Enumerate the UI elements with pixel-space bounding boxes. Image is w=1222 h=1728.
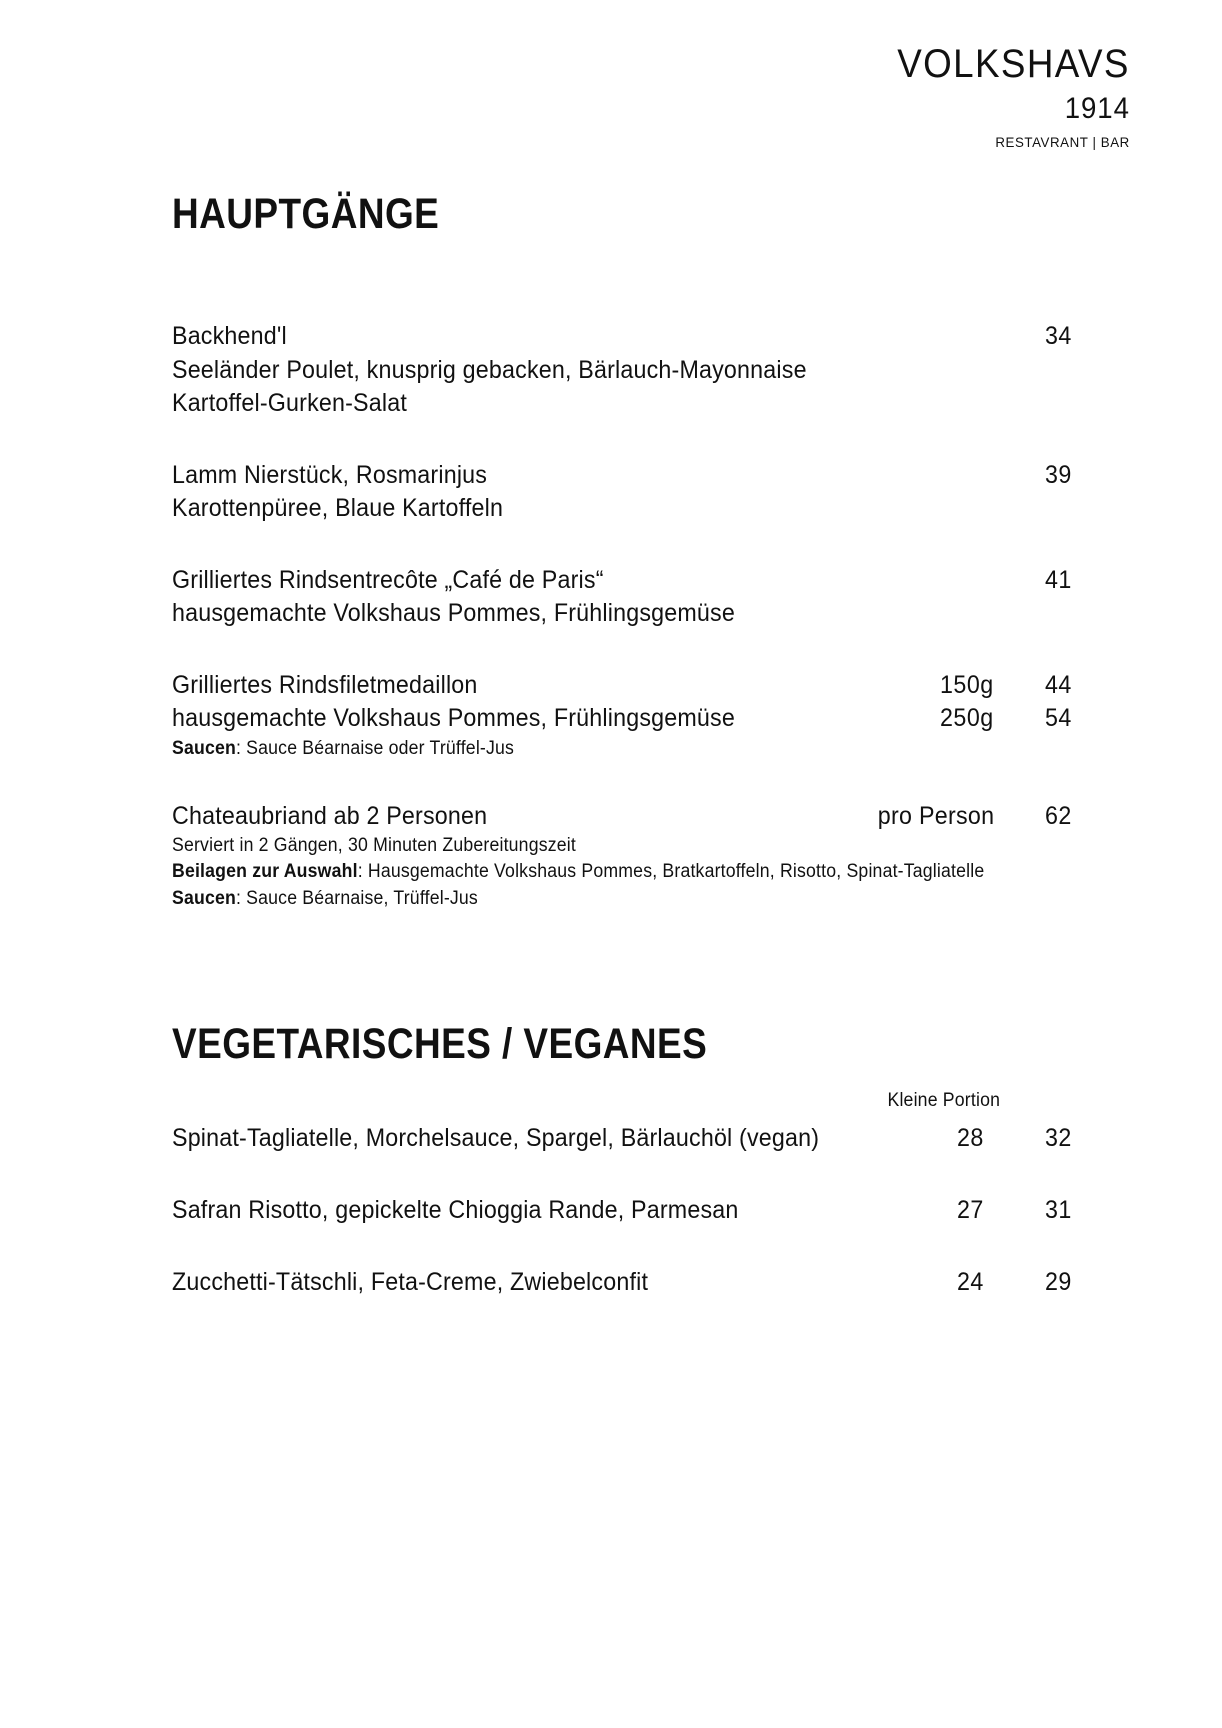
item-name: Safran Risotto, gepickelte Chioggia Rande, Parmesan (172, 1196, 739, 1224)
item-price: 29 (1045, 1268, 1072, 1296)
item-note-text: : Sauce Béarnaise, Trüffel-Jus (235, 887, 478, 909)
menu-item (172, 669, 1072, 762)
menu-item (172, 1268, 1072, 1340)
item-note-label: Saucen (172, 887, 236, 909)
menu-item (172, 320, 1072, 421)
item-portion-size: 250g (940, 704, 994, 732)
logo-subtitle: RESTAVRANT | BAR (995, 134, 1130, 150)
item-price-small: 28 (957, 1124, 984, 1152)
menu-item (172, 800, 1072, 912)
small-portion-label: Kleine Portion (887, 1090, 1000, 1111)
menu-item (172, 1124, 1072, 1196)
item-price: 41 (1045, 565, 1072, 594)
item-price: 54 (1045, 704, 1072, 732)
restaurant-logo (877, 44, 1130, 149)
item-price: 62 (1045, 801, 1072, 830)
item-price-small: 24 (957, 1268, 984, 1296)
item-note-text: : Hausgemachte Volkshaus Pommes, Bratkartoffeln, Risotto, Spinat-Tagliatelle (357, 861, 985, 883)
logo-name: VOLKSHAVS (897, 42, 1130, 86)
item-note-label: Saucen (172, 737, 236, 759)
item-name: Grilliertes Rindsentrecôte „Café de Paris“ (172, 565, 604, 594)
item-description: hausgemachte Volkshaus Pommes, Frühlingsgemüse (172, 704, 735, 732)
item-description: hausgemachte Volkshaus Pommes, Frühlingsgemüse (172, 599, 735, 627)
item-price-small: 27 (957, 1196, 984, 1224)
vegetarian-list (172, 1090, 1072, 1340)
item-name: Backhend'l (172, 322, 287, 350)
item-description: Serviert in 2 Gängen, 30 Minuten Zubereitungszeit (172, 835, 576, 857)
menu-item (172, 459, 1072, 526)
menu-item (172, 1196, 1072, 1268)
menu-item (172, 564, 1072, 631)
item-note-text: : Sauce Béarnaise oder Trüffel-Jus (235, 737, 515, 759)
item-name: Lamm Nierstück, Rosmarinjus (172, 460, 488, 489)
vegetarian-column-header (172, 1090, 1072, 1124)
section-title-vegetarian: VEGETARISCHES / VEGANES (172, 1020, 708, 1068)
item-unit-label: pro Person (877, 801, 994, 830)
item-name: Chateaubriand ab 2 Personen (172, 801, 488, 830)
item-name: Spinat-Tagliatelle, Morchelsauce, Spargel, Bärlauchöl (vegan) (172, 1124, 820, 1152)
item-portion-size: 150g (940, 670, 994, 699)
item-name: Zucchetti-Tätschli, Feta-Creme, Zwiebelconfit (172, 1268, 649, 1296)
item-note-label: Beilagen zur Auswahl (172, 861, 358, 883)
item-price: 32 (1045, 1124, 1072, 1152)
item-price: 44 (1045, 670, 1072, 699)
item-description: Kartoffel-Gurken-Salat (172, 389, 407, 417)
logo-year: 1914 (1064, 92, 1130, 125)
item-price: 39 (1045, 460, 1072, 489)
item-name: Grilliertes Rindsfiletmedaillon (172, 670, 478, 699)
item-description: Seeländer Poulet, knusprig gebacken, Bärlauch-Mayonnaise (172, 355, 807, 384)
section-title-main-courses: HAUPTGÄNGE (172, 190, 440, 238)
item-price: 34 (1045, 322, 1072, 350)
main-courses-list (172, 320, 1072, 950)
item-price: 31 (1045, 1196, 1072, 1224)
item-description: Karottenpüree, Blaue Kartoffeln (172, 494, 504, 522)
